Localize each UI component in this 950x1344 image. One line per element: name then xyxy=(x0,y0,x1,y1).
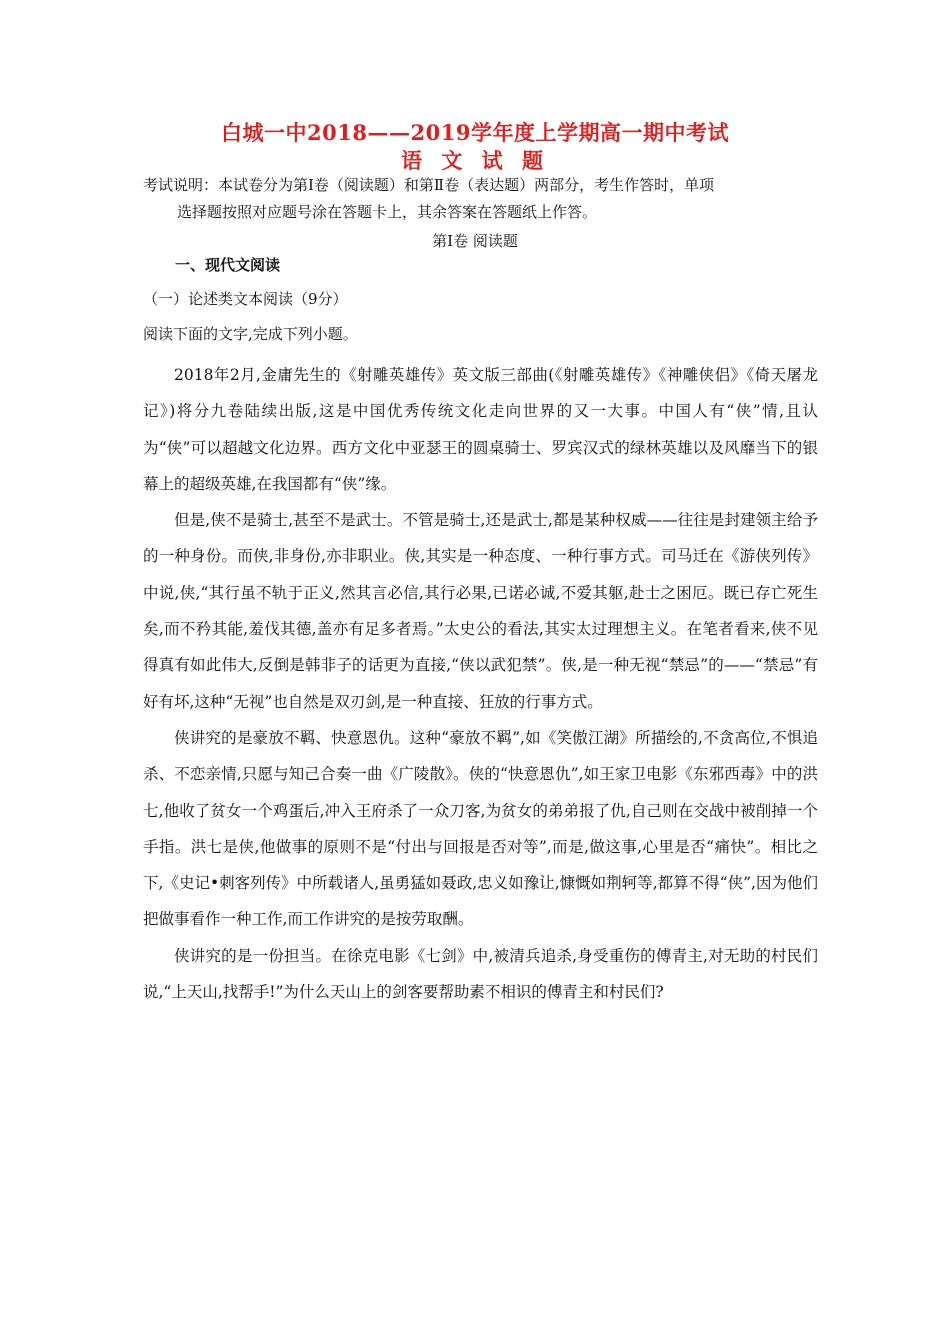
instructions-line-2: 选择题按照对应题号涂在答题卡上，其余答案在答题纸上作答。 xyxy=(177,203,598,221)
exam-title: 白城一中2018——2019学年度上学期高一期中考试 xyxy=(221,120,729,145)
instructions-line-1: 考试说明：本试卷分为第Ⅰ卷（阅读题）和第Ⅱ卷（表达题）两部分，考生作答时，单项 xyxy=(143,176,715,194)
subject-title: 语 文 试 题 xyxy=(401,148,549,173)
subsection-title: （一）论述类文本阅读（9分） xyxy=(143,290,348,308)
reading-passage xyxy=(143,357,818,1010)
section-title: 一、现代文阅读 xyxy=(175,256,281,274)
volume-title: 第Ⅰ卷 阅读题 xyxy=(432,232,518,250)
paragraph-1: 2018年2月,金庸先生的《射雕英雄传》英文版三部曲(《射雕英雄传》《神雕侠侣》《倚天屠龙记》)将分九卷陆续出版,这是中国优秀传统文化走向世界的又一大事。中国人有“侠”情,且认为“侠”可以超越文化边界。西方文化中亚瑟王的圆桌骑士、罗宾汉式的绿林英雄以及风靡当下的银幕上的超级英雄,在我国都有“侠”缘。 xyxy=(143,366,818,493)
paragraph-4: 侠讲究的是一份担当。在徐克电影《七剑》中,被清兵追杀,身受重伤的傅青主,对无助的村民们说,“上天山,找帮手!”为什么天山上的剑客要帮助素不相识的傅青主和村民们? xyxy=(143,946,818,1002)
paragraph-2: 但是,侠不是骑士,甚至不是武士。不管是骑士,还是武士,都是某种权威——往往是封建领主给予的一种身份。而侠,非身份,亦非职业。侠,其实是一种态度、一种行事方式。司马迁在《游侠列传》中说,侠,“其行虽不轨于正义,然其言必信,其行必果,已诺必诚,不爱其躯,赴士之困厄。既已存亡死生矣,而不矜其能,羞伐其德,盖亦有足多者焉。”太史公的看法,其实太过理想主义。在笔者看来,侠不见得真有如此伟大,反倒是韩非子的话更为直接,“侠以武犯禁”。侠,是一种无视“禁忌”的——“禁忌”有好有坏,这种“无视”也自然是双刃剑,是一种直接、狂放的行事方式。 xyxy=(143,511,818,711)
reading-instruction: 阅读下面的文字,完成下列小题。 xyxy=(143,325,358,343)
exam-instructions xyxy=(143,172,823,226)
paragraph-3: 侠讲究的是豪放不羁、快意恩仇。这种“豪放不羁”,如《笑傲江湖》所描绘的,不贪高位,不惧追杀、不恋亲情,只愿与知己合奏一曲《广陵散》。侠的“快意恩仇”,如王家卫电影《东邪西毒》中的洪七,他收了贫女一个鸡蛋后,冲入王府杀了一众刀客,为贫女的弟弟报了仇,自己则在交战中被削掉一个手指。洪七是侠,他做事的原则不是“付出与回报是否对等”,而是,做这事,心里是否“痛快”。相比之下,《史记•刺客列传》中所载诸人,虽勇猛如聂政,忠义如豫让,慷慨如荆轲等,都算不得“侠”,因为他们把做事看作一种工作,而工作讲究的是按劳取酬。 xyxy=(143,728,818,929)
